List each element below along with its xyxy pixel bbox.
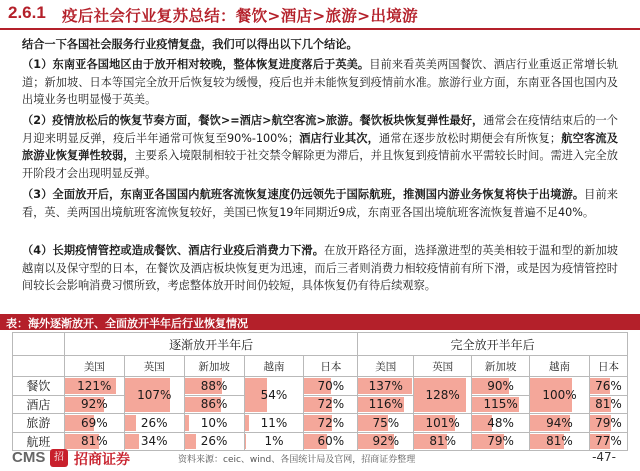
value-cell: [358, 395, 414, 414]
row-label: 旅游: [13, 414, 65, 433]
value-cell: [589, 377, 627, 396]
point-2-bold3: 航空客流及旅游业恢复弹性较弱，: [22, 131, 618, 163]
point-4-bold: （4）长期疫情管控或造成餐饮、酒店行业疫后消费力下滑。: [22, 244, 325, 257]
table-row: [13, 414, 628, 433]
value-label: 128%: [425, 388, 460, 402]
value-cell: [472, 395, 530, 414]
value-label: 72%: [317, 397, 345, 412]
col-uk-1: 英国: [124, 356, 184, 377]
value-label: 90%: [487, 378, 514, 393]
point-2-text2: 通常在逐步放松时期便会有所恢复；: [379, 131, 562, 145]
intro-text: 结合一下各国社会服务行业疫情复盘，我们可以得出以下几个结论。: [22, 38, 358, 51]
value-cell: [358, 414, 414, 433]
table-title: 表：海外逐渐放开、全面放开半年后行业恢复情况: [6, 317, 248, 330]
value-cell: [184, 377, 244, 396]
logo-cn: 招商证券: [74, 452, 130, 468]
value-bar: [185, 415, 189, 431]
logo-mark-icon: 招: [50, 449, 68, 467]
point-1-bold: （1）东南亚各国地区由于放开相对较晚，整体恢复进度落后于英美。: [22, 58, 370, 71]
value-cell: [589, 395, 627, 414]
value-label: 10%: [200, 415, 228, 430]
value-label: 69%: [80, 415, 108, 430]
value-label: 94%: [546, 415, 573, 430]
value-bar: [125, 415, 136, 431]
value-label: 92%: [80, 397, 108, 412]
value-cell: [414, 377, 472, 414]
value-cell: [64, 414, 124, 433]
value-label: 70%: [317, 378, 345, 393]
point-2-bold2: 酒店行业其次，: [299, 131, 379, 145]
col-jp-2: 日本: [589, 356, 627, 377]
section-number: 2.6.1: [8, 3, 46, 22]
value-cell: [414, 414, 472, 433]
value-cell: [184, 395, 244, 414]
value-cell: [64, 395, 124, 414]
table-corner: [13, 333, 65, 356]
table-row: [13, 377, 628, 396]
table-corner-sub: [13, 356, 65, 377]
value-bar: [245, 415, 250, 431]
row-label: 餐饮: [13, 377, 65, 396]
value-label: 1%: [264, 434, 284, 449]
value-label: 77%: [595, 434, 622, 449]
point-3-bold: （3）全面放开后，东南亚各国国内航班客流恢复速度仍远领先于国际航班，推测国内游业务恢复将快于出境游。: [22, 188, 585, 201]
value-cell: [530, 414, 590, 433]
table-title-bar: [0, 314, 640, 330]
table-body: [13, 377, 628, 451]
point-3: [22, 186, 618, 221]
value-label: 81%: [546, 434, 573, 449]
col-vn-1: 越南: [244, 356, 304, 377]
value-cell: [64, 377, 124, 396]
value-label: 100%: [542, 388, 577, 402]
value-label: 75%: [372, 415, 400, 430]
value-label: 26%: [140, 415, 168, 430]
value-label: 121%: [77, 378, 112, 393]
col-us-1: 美国: [64, 356, 124, 377]
value-label: 79%: [595, 415, 622, 430]
value-cell: [589, 414, 627, 433]
value-label: 26%: [200, 434, 228, 449]
section-title: 疫后社会行业复苏总结：餐饮>酒店>旅游>出境游: [62, 7, 418, 25]
value-cell: [244, 377, 304, 414]
col-us-2: 美国: [358, 356, 414, 377]
value-cell: [530, 377, 590, 414]
source-note: 资料来源：ceic、wind、各国统计局及官网，招商证券整理: [178, 455, 416, 465]
value-cell: [304, 414, 358, 433]
page-header: [0, 0, 640, 26]
row-label: 航班: [13, 432, 65, 451]
value-label: 81%: [80, 434, 108, 449]
page-footer: [0, 445, 640, 471]
point-1-text: 目前来看英美两国餐饮、酒店行业重返正常增长轨道；新加坡、日本等国完全放开后恢复较为缓慢，疫后也并未能恢复到疫情前水准。旅游行业方面，东南亚各国也国内及出境业务也明显慢于英美。: [22, 58, 618, 107]
col-sg-1: 新加坡: [184, 356, 244, 377]
value-label: 86%: [200, 397, 228, 412]
value-cell: [184, 414, 244, 433]
value-cell: [472, 377, 530, 396]
point-3-text: 目前来看，英、美两国出境航班客流恢复较好，美国已恢复19年同期近9成，东南亚各国出境航班客流恢复普遍不足40%。: [22, 188, 618, 219]
col-jp-1: 日本: [304, 356, 358, 377]
value-label: 115%: [483, 397, 518, 412]
value-label: 54%: [260, 388, 288, 402]
page-number: -47-: [592, 450, 616, 464]
point-1: [22, 56, 618, 109]
value-cell: [358, 377, 414, 396]
value-cell: [124, 377, 184, 414]
value-label: 81%: [429, 434, 457, 449]
point-2-bold: （2）疫情放松后的恢复节奏方面，餐饮>=酒店>航空客流>旅游。餐饮板块恢复弹性最好，: [22, 114, 484, 127]
row-label: 酒店: [13, 395, 65, 414]
value-label: 101%: [425, 415, 460, 430]
point-2-text: 通常会在疫情结束后的一个月迎来明显反弹，疫后半年通常可恢复至90%-100%；: [22, 114, 618, 145]
col-uk-2: 英国: [414, 356, 472, 377]
value-cell: [304, 395, 358, 414]
value-label: 72%: [317, 415, 345, 430]
col-sg-2: 新加坡: [472, 356, 530, 377]
value-label: 79%: [487, 434, 514, 449]
value-cell: [304, 377, 358, 396]
logo-cms: CMS: [12, 449, 46, 466]
value-label: 11%: [260, 415, 288, 430]
point-2-text3: 主要系入境限制相较于社交禁令解除更为滞后，并且恢复到疫情前水平需较长时间。需进入完全放开阶段才会出现明显反弹。: [22, 149, 618, 180]
point-2: [22, 112, 618, 182]
group-header-phase2: 完全放开半年后: [358, 333, 628, 356]
value-label: 107%: [137, 388, 172, 402]
value-label: 48%: [487, 415, 514, 430]
value-label: 60%: [317, 434, 345, 449]
group-header-phase1: 逐渐放开半年后: [64, 333, 357, 356]
intro-paragraph: [22, 36, 618, 54]
point-4: [22, 242, 618, 295]
value-cell: [124, 414, 184, 433]
col-vn-2: 越南: [530, 356, 590, 377]
recovery-table: [12, 332, 628, 451]
value-label: 116%: [368, 397, 403, 412]
value-label: 34%: [140, 434, 168, 449]
value-cell: [472, 414, 530, 433]
value-cell: [244, 414, 304, 433]
value-label: 88%: [200, 378, 228, 393]
value-label: 76%: [595, 378, 622, 393]
value-label: 81%: [595, 397, 622, 412]
header-divider: [0, 28, 640, 30]
point-4-text: 在放开路径方面，选择激进型的英美相较于温和型的新加坡越南以及保守型的日本，在餐饮及酒店板块恢复更为迅速，而后三者则消费力相较疫情前有所下滑，或是因为疫情管控时间较长会影响消费习惯所致，考虑整体放开时间仍较短，具体恢复仍有待后续观察。: [22, 244, 618, 293]
value-label: 137%: [368, 378, 403, 393]
value-label: 92%: [372, 434, 400, 449]
